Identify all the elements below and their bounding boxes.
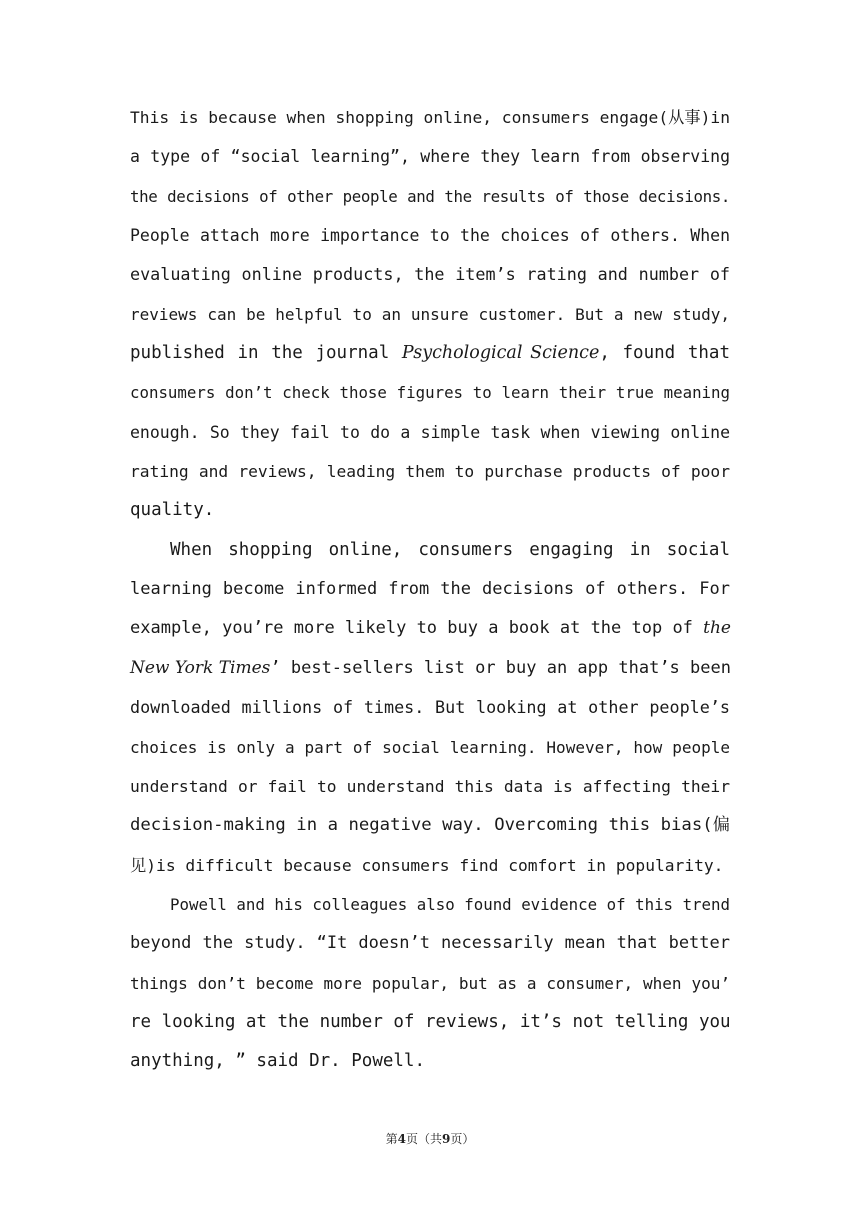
total-page-number: 9: [442, 1132, 451, 1146]
text-run: , found that: [599, 343, 730, 364]
paragraph-2: [130, 531, 730, 885]
text-line: Powell and his colleagues also found evidence of this trend: [170, 894, 730, 914]
text-line: This is because when shopping online, consumers engage(从事)in: [130, 108, 730, 127]
text-line: a type of “social learning”, where they learn from observing: [130, 147, 730, 167]
publication-title: the: [703, 618, 731, 639]
text-line: consumers don’t check those figures to learn their true meaning: [130, 383, 730, 403]
text-line: [130, 649, 730, 688]
text-line: 见)is difficult because consumers find comfort in popularity.: [130, 855, 724, 875]
text-line: [130, 334, 730, 373]
text-run: example, you’re more likely to buy a book at the top of: [130, 618, 704, 639]
text-line: beyond the study. “It doesn’t necessarily mean that better: [130, 933, 730, 954]
document-body: [130, 98, 730, 1082]
text-run: published in the journal: [130, 343, 402, 364]
text-line: [130, 609, 730, 648]
text-line: understand or fail to understand this data is affecting their: [130, 776, 730, 796]
text-line: re looking at the number of reviews, it’s not telling you: [130, 1011, 731, 1032]
text-line: choices is only a part of social learning. However, how people: [130, 737, 730, 757]
text-line: decision-making in a negative way. Overcoming this bias(偏: [130, 815, 730, 836]
text-line: When shopping online, consumers engaging in social: [170, 539, 730, 560]
text-line: things don’t become more popular, but as a consumer, when you’: [130, 973, 730, 993]
text-line: quality.: [130, 500, 215, 521]
paragraph-1: [130, 98, 730, 531]
text-line: rating and reviews, leading them to purchase products of poor: [130, 462, 730, 482]
text-line: learning become informed from the decisions of others. For: [130, 579, 730, 600]
footer-prefix: 第: [385, 1132, 398, 1146]
text-line: the decisions of other people and the results of those decisions.: [130, 186, 730, 206]
text-line: anything, ” said Dr. Powell.: [130, 1051, 426, 1072]
text-line: evaluating online products, the item’s rating and number of: [130, 264, 730, 285]
publication-title: New York Times: [130, 657, 271, 678]
page-footer: [0, 1130, 860, 1147]
paragraph-3: [130, 885, 730, 1082]
journal-title: Psychological Science: [401, 343, 600, 364]
current-page-number: 4: [397, 1132, 406, 1146]
text-line: enough. So they fail to do a simple task when viewing online: [130, 422, 730, 442]
text-run: ’ best-sellers list or buy an app that’s been: [270, 657, 731, 678]
text-line: People attach more importance to the choices of others. When: [130, 226, 730, 246]
footer-suffix: 页）: [450, 1132, 475, 1146]
footer-middle: 页（共: [405, 1132, 442, 1146]
text-line: reviews can be helpful to an unsure customer. But a new study,: [130, 304, 730, 324]
text-line: downloaded millions of times. But looking at other people’s: [130, 697, 730, 718]
